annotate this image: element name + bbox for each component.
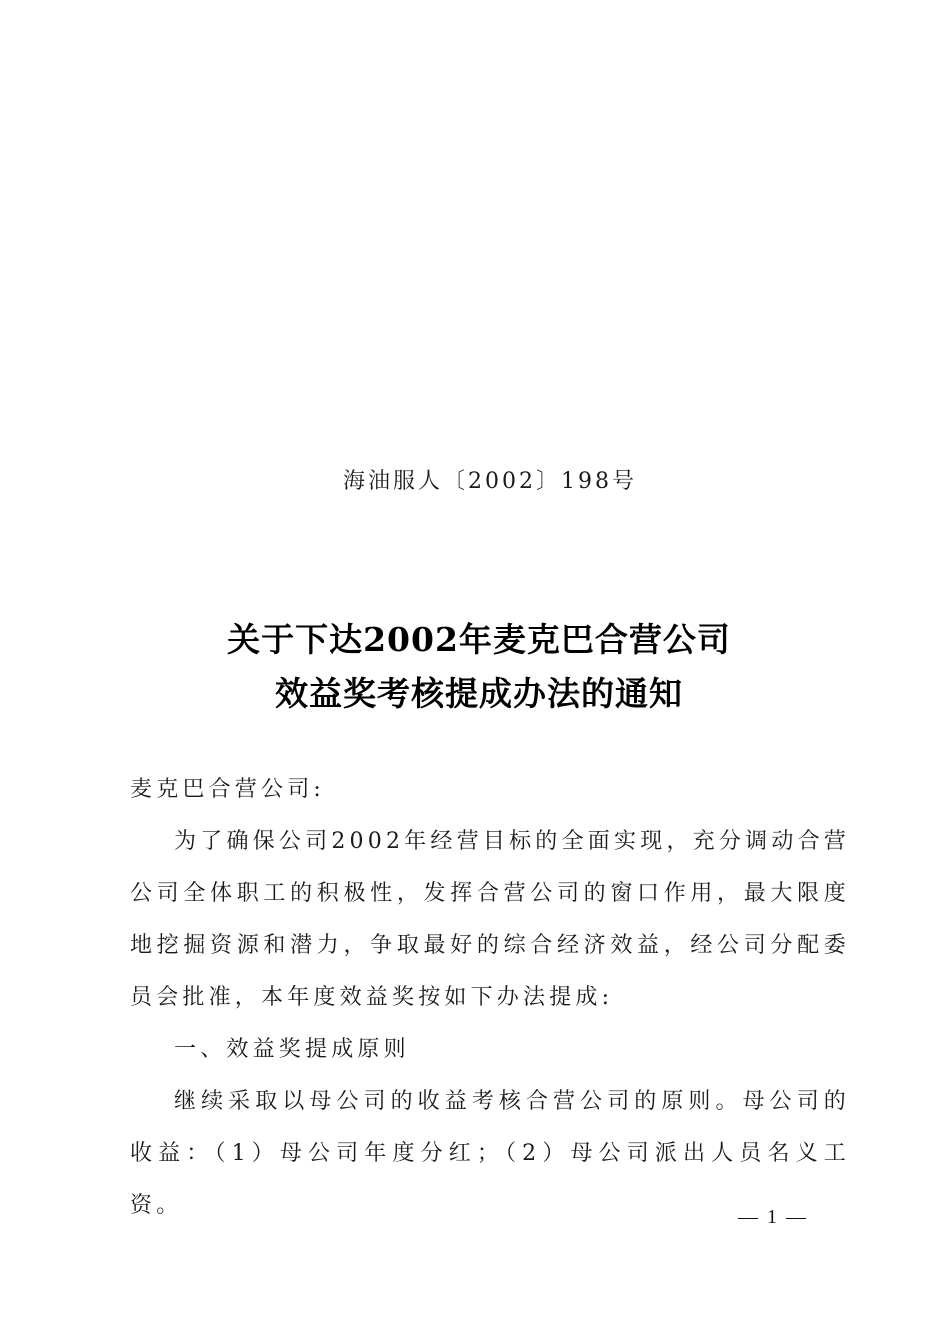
section-heading-principle: 一、效益奖提成原则 [174, 1037, 410, 1062]
page-number: — 1 — [738, 1206, 808, 1228]
document-title-line-1: 关于下达2002年麦克巴合营公司 [227, 620, 731, 659]
document-number: 海油服人〔2002〕198号 [343, 469, 637, 494]
document-title-line-2: 效益奖考核提成办法的通知 [275, 674, 683, 713]
paragraph-principle: 继续采取以母公司的收益考核合营公司的原则。母公司的收益：（1）母公司年度分红；（2）母公司派出人员名义工资。 [130, 1089, 850, 1218]
paragraph-purpose: 为了确保公司2002年经营目标的全面实现，充分调动合营公司全体职工的积极性，发挥合营公司的窗口作用，最大限度地挖掘资源和潜力，争取最好的综合经济效益，经公司分配委员会批准，本年度效益奖按如下办法提成: [130, 829, 850, 1010]
document-body [130, 764, 850, 1232]
salutation: 麦克巴合营公司: [130, 777, 326, 802]
